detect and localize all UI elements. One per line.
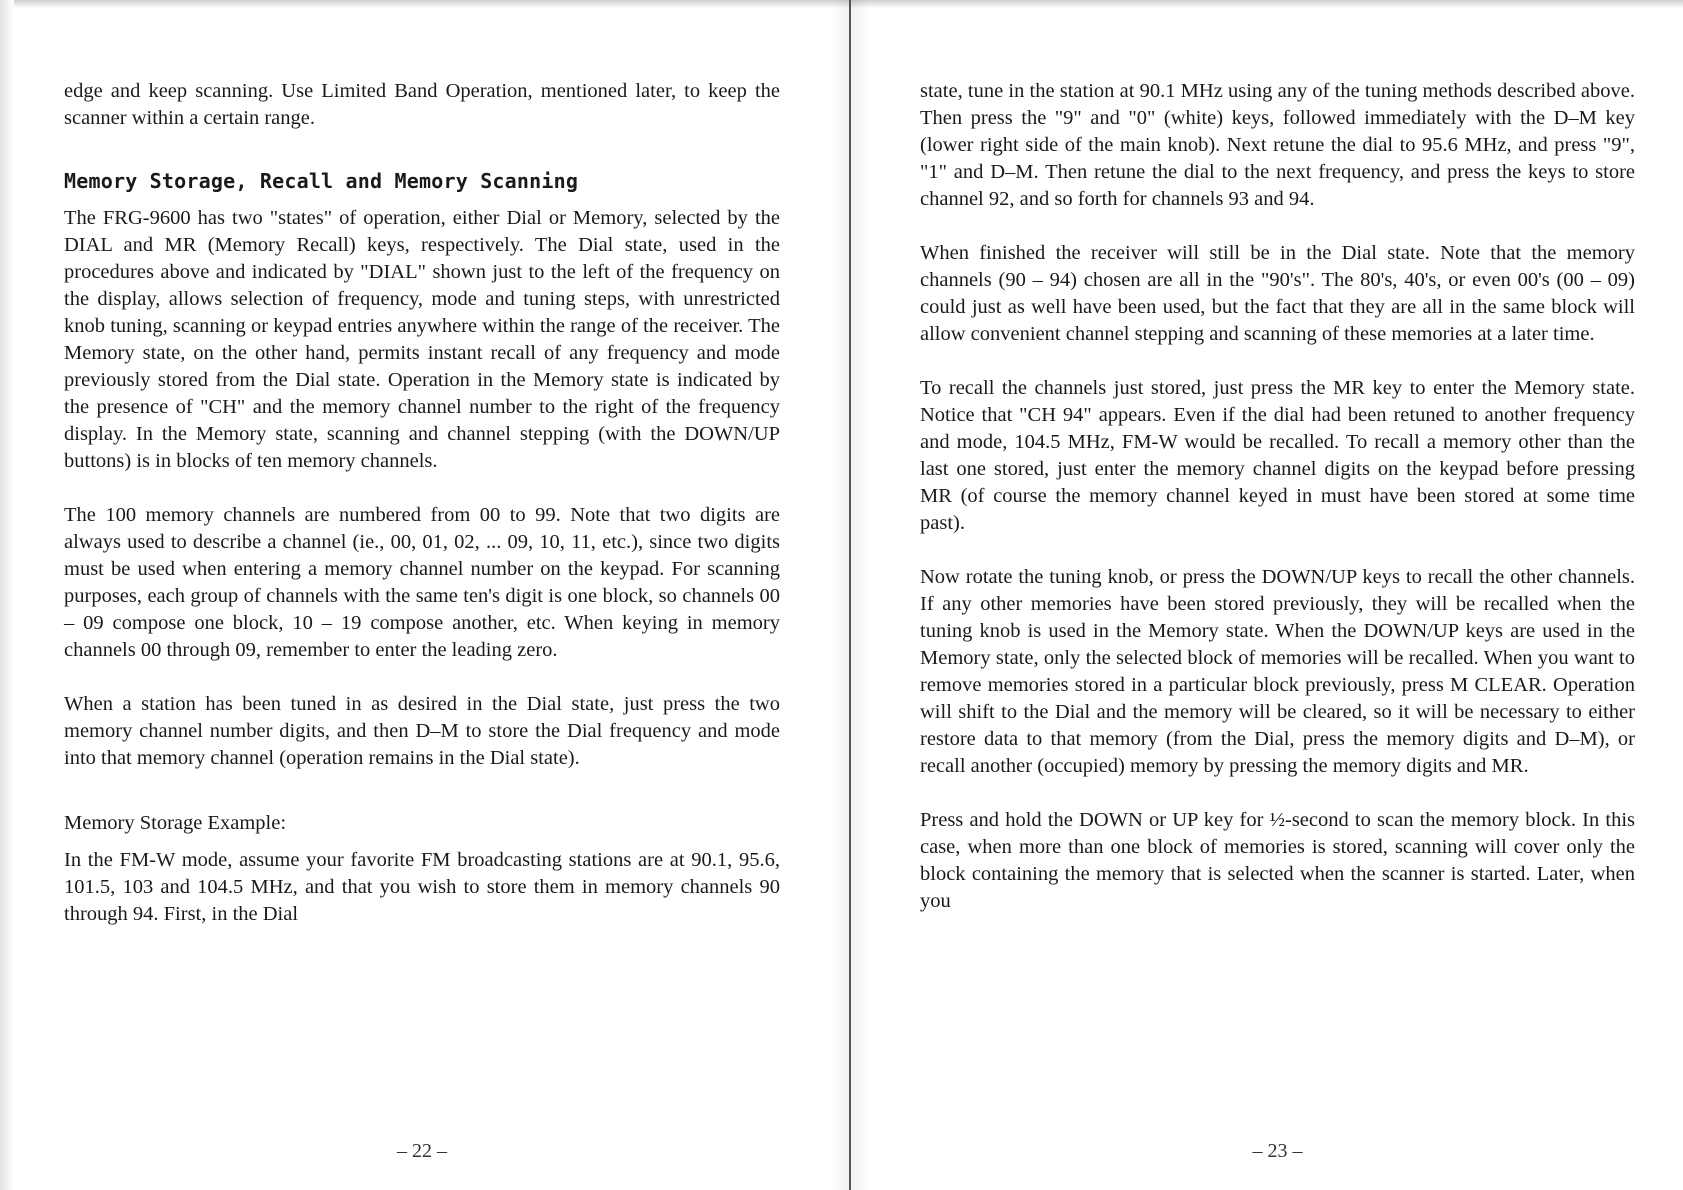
section-heading: Memory Storage, Recall and Memory Scanning (64, 169, 579, 193)
book-gutter (849, 0, 851, 1190)
example-title: Memory Storage Example: (64, 812, 287, 834)
paragraph-recall: To recall the channels just stored, just press the MR key to enter the Memory state. Notice that "CH 94" appears. Even if the dial had been retuned to another frequency and mode, 104.5 MHz, FM-W would be recalled. To recall a memory other than the last one stored, just enter the memory channel digits on the keypad before pressing MR (of course the memory channel keyed in must have been stored at some time past). (920, 377, 1635, 534)
right-page (920, 0, 1635, 1190)
left-page-text (64, 78, 780, 928)
paragraph-channels: The 100 memory channels are numbered from 00 to 99. Note that two digits are always used to describe a channel (ie., 00, 01, 02, ... 09, 10, 11, etc.), since two digits must be used when entering a memory channel number on the keypad. For scanning purposes, each group of channels with the same ten's digit is one block, so channels 00 – 09 compose one block, 10 – 19 compose another, etc. When keying in memory channels 00 through 09, remember to enter the leading zero. (64, 504, 780, 661)
paragraph-finished: When finished the receiver will still be in the Dial state. Note that the memory channels (90 – 94) chosen are all in the "90's". The 80's, 40's, or even 00's (00 – 09) could just as well have been used, but the fact that they are all in the same block will allow convenient channel stepping and scanning of these memories at a later time. (920, 242, 1635, 345)
paragraph-scan: Press and hold the DOWN or UP key for ½-second to scan the memory block. In this case, when more than one block of memories is stored, scanning will cover only the block containing the memory that is selected when the scanner is started. Later, when you (920, 809, 1635, 912)
right-page-text (920, 78, 1635, 915)
left-page (64, 0, 780, 1190)
example-paragraph: In the FM-W mode, assume your favorite FM broadcasting stations are at 90.1, 95.6, 101.5, 103 and 104.5 MHz, and that you wish to store them in memory channels 90 through 94. First, in the Dial (64, 849, 780, 925)
paragraph-tuning: state, tune in the station at 90.1 MHz using any of the tuning methods described above. Then press the "9" and "0" (white) keys, followed immediately with the D–M key (lower right side of the main knob). Next retune the dial to 95.6 MHz, and press "9", "1" and D–M. Then retune the dial to the next frequency, and press the keys to store channel 92, and so forth for channels 93 and 94. (920, 80, 1635, 210)
paragraph-rotate: Now rotate the tuning knob, or press the DOWN/UP keys to recall the other channels. If any other memories have been stored previously, they will be recalled when the tuning knob is used in the Memory state. When the DOWN/UP keys are used in the Memory state, only the selected block of memories will be recalled. When you want to remove memories stored in a particular block previously, press M CLEAR. Operation will shift to the Dial and the memory will be cleared, so it will be necessary to either restore data to that memory (from the Dial, press the memory digits and D–M), or recall another (occupied) memory by pressing the memory digits and MR. (920, 566, 1635, 777)
page-number-left: – 22 – (397, 1140, 447, 1162)
paragraph-storing: When a station has been tuned in as desired in the Dial state, just press the two memory channel number digits, and then D–M to store the Dial frequency and mode into that memory channel (operation remains in the Dial state). (64, 693, 780, 769)
page-number-right: – 23 – (1252, 1140, 1303, 1162)
page-left-edge (0, 0, 14, 1190)
paragraph-states: The FRG-9600 has two "states" of operation, either Dial or Memory, selected by the DIAL and MR (Memory Recall) keys, respectively. The Dial state, used in the procedures above and indicated by "DIAL" shown just to the left of the frequency on the display, allows selection of frequency, mode and tuning steps, with unrestricted knob tuning, scanning or keypad entries anywhere within the range of the receiver. The Memory state, on the other hand, permits instant recall of any frequency and mode previously stored from the Dial state. Operation in the Memory state is indicated by the presence of "CH" and the memory channel number to the right of the frequency display. In the Memory state, scanning and channel stepping (with the DOWN/UP buttons) is in blocks of ten memory channels. (64, 207, 780, 472)
continuation-paragraph: edge and keep scanning. Use Limited Band Operation, mentioned later, to keep the scanner within a certain range. (64, 80, 780, 129)
